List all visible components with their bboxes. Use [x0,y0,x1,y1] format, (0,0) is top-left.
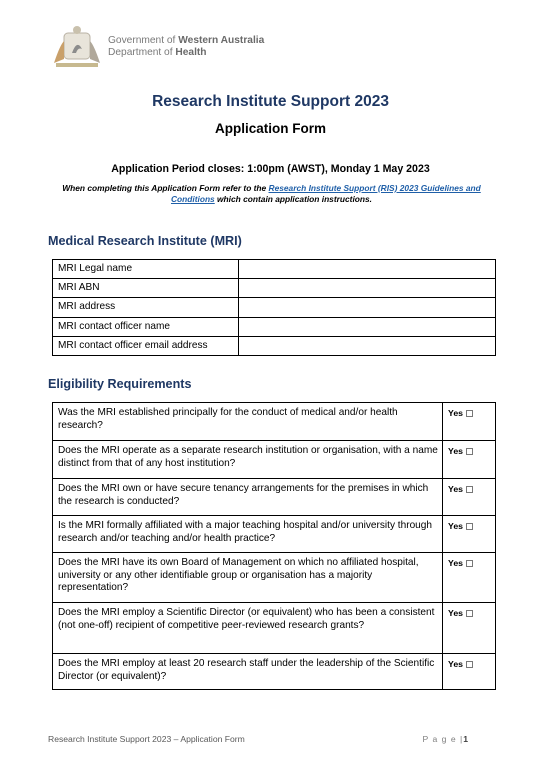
document-title: Research Institute Support 2023 [152,93,389,110]
eligibility-question: Does the MRI employ a Scientific Director (or equivalent) who has been a consistent (not one-off) recipient of competitive peer-reviewed research grants? [53,603,443,654]
mri-details-table [52,259,496,356]
government-name: Government of Western Australia Department of Health [108,35,265,58]
yes-option[interactable] [443,603,496,654]
yes-label: Yes [448,608,463,618]
mri-contact-email-field[interactable] [239,336,496,355]
eligibility-question: Does the MRI own or have secure tenancy arrangements for the premises in which the research is conducted? [53,479,443,516]
table-row [53,403,496,441]
checkbox-icon[interactable] [466,610,473,617]
yes-label: Yes [448,521,463,531]
mri-abn-field[interactable] [239,279,496,298]
mri-contact-name-field[interactable] [239,317,496,336]
guidelines-link[interactable]: Research Institute Support (RIS) 2023 Guidelines and Conditions [170,183,481,204]
yes-label: Yes [448,659,463,669]
footer-document-title: Research Institute Support 2023 – Application Form [48,734,245,744]
yes-option[interactable] [443,441,496,479]
table-row [53,479,496,516]
eligibility-question: Was the MRI established principally for the conduct of medical and/or health research? [53,403,443,441]
yes-option[interactable] [443,516,496,553]
mri-section-heading: Medical Research Institute (MRI) [48,234,242,248]
mri-contact-name-label: MRI contact officer name [53,317,239,336]
eligibility-section-heading: Eligibility Requirements [48,377,192,391]
checkbox-icon[interactable] [466,661,473,668]
table-row [53,441,496,479]
table-row [53,317,496,336]
eligibility-question: Does the MRI have its own Board of Management on which no affiliated hospital, university or any other identifiable group or organisation has a majority representation? [53,553,443,603]
mri-contact-email-label: MRI contact officer email address [53,336,239,355]
instructions-note: When completing this Application Form refer to the Research Institute Support (RIS) 2023 Guidelines and Conditions which contain application instructions. [62,183,481,204]
yes-option[interactable] [443,553,496,603]
mri-legal-name-field[interactable] [239,260,496,279]
checkbox-icon[interactable] [466,560,473,567]
table-row [53,298,496,317]
yes-label: Yes [448,484,463,494]
eligibility-question: Is the MRI formally affiliated with a major teaching hospital and/or university through research and/or teaching and/or health practice? [53,516,443,553]
mri-address-label: MRI address [53,298,239,317]
mri-address-field[interactable] [239,298,496,317]
checkbox-icon[interactable] [466,486,473,493]
checkbox-icon[interactable] [466,448,473,455]
table-row [53,603,496,654]
document-subtitle: Application Form [215,121,326,136]
table-row [53,553,496,603]
table-row [53,279,496,298]
eligibility-question: Does the MRI employ at least 20 research staff under the leadership of the Scientific Director (or equivalent)? [53,654,443,690]
checkbox-icon[interactable] [466,523,473,530]
yes-option[interactable] [443,654,496,690]
yes-label: Yes [448,408,463,418]
yes-option[interactable] [443,479,496,516]
yes-label: Yes [448,558,463,568]
table-row [53,260,496,279]
yes-label: Yes [448,446,463,456]
wa-coat-of-arms-icon [50,23,104,71]
yes-option[interactable] [443,403,496,441]
checkbox-icon[interactable] [466,410,473,417]
mri-legal-name-label: MRI Legal name [53,260,239,279]
table-row [53,516,496,553]
mri-abn-label: MRI ABN [53,279,239,298]
government-logo [50,22,290,72]
eligibility-table [52,402,496,690]
table-row [53,336,496,355]
table-row [53,654,496,690]
page-number: P a g e |1 [422,734,468,744]
eligibility-question: Does the MRI operate as a separate research institution or organisation, with a name distinct from that of any host institution? [53,441,443,479]
application-deadline: Application Period closes: 1:00pm (AWST), Monday 1 May 2023 [111,163,430,175]
